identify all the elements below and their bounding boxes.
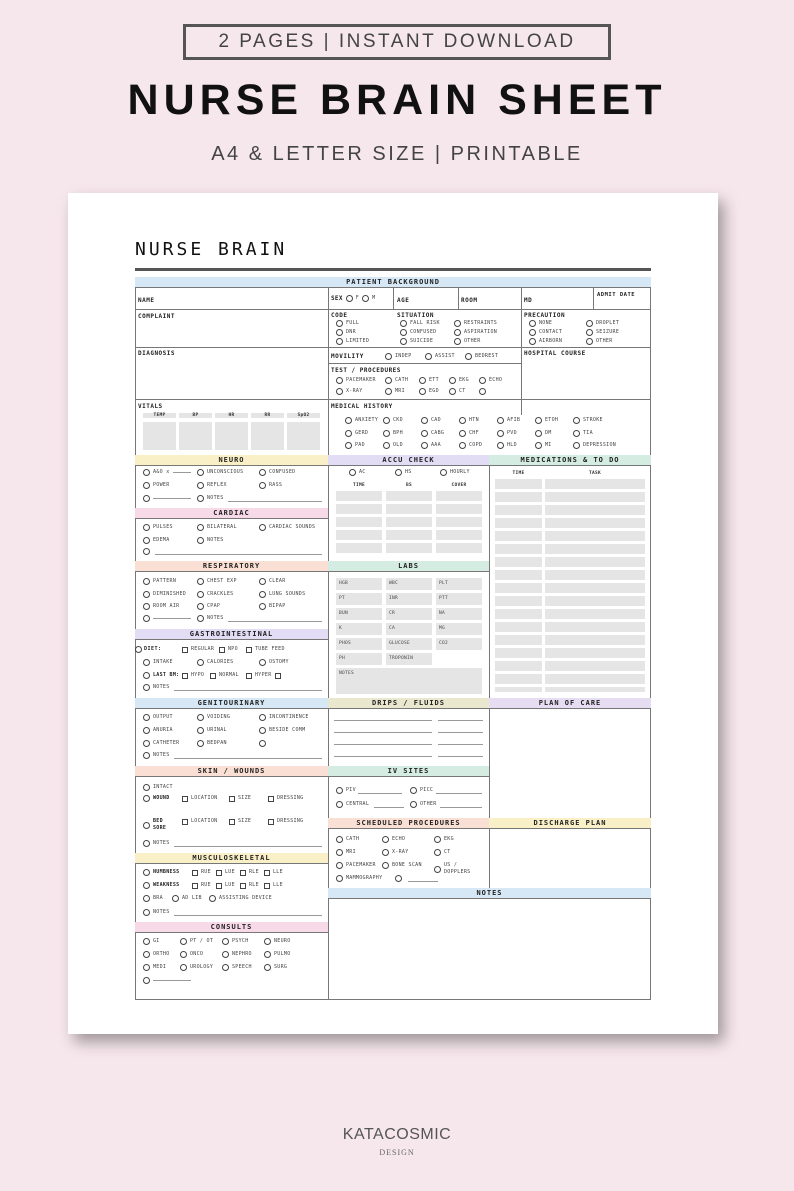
test-echo[interactable]: ECHO xyxy=(479,377,502,384)
gi-last-bm[interactable]: LAST BM: xyxy=(143,672,179,679)
sched-mammography[interactable]: MAMMOGRAPHY xyxy=(336,875,382,882)
sched-other[interactable] xyxy=(395,875,402,882)
labs-notes[interactable]: NOTES xyxy=(336,668,482,694)
msk-bra[interactable]: BRA xyxy=(143,895,163,902)
iv-central[interactable]: CENTRAL xyxy=(336,801,369,808)
medical-history-label: MEDICAL HISTORY xyxy=(331,403,393,410)
gu-incontinence[interactable]: INCONTINENCE xyxy=(259,714,309,721)
gu-voiding[interactable]: VOIDING xyxy=(197,714,230,721)
gu-beside-comm[interactable]: BESIDE COMM xyxy=(259,727,305,734)
gi-header: GASTROINTESTINAL xyxy=(135,629,328,640)
msk-assisting-device[interactable]: ASSISTING DEVICE xyxy=(209,895,272,902)
diagnosis-label: DIAGNOSIS xyxy=(138,350,176,357)
prec-droplet[interactable]: DROPLET xyxy=(586,320,619,327)
resp-cpap[interactable]: CPAP xyxy=(197,603,220,610)
room-label: ROOM xyxy=(461,297,478,304)
precaution-label: PRECAUTION xyxy=(524,312,566,319)
test-cath[interactable]: CATH xyxy=(385,377,408,384)
numb-lle[interactable]: LLE xyxy=(264,869,283,876)
mov-indep[interactable]: INDEP xyxy=(385,353,412,360)
cardiac-edema[interactable]: EDEMA xyxy=(143,537,170,544)
prec-seizure[interactable]: SEIZURE xyxy=(586,329,619,336)
hx-old[interactable]: OLD xyxy=(383,442,403,449)
bedsore-location[interactable]: LOCATION xyxy=(182,818,217,825)
sex-m-radio[interactable] xyxy=(362,295,369,302)
iv-sites-header: IV SITES xyxy=(328,766,489,777)
sched-mri[interactable]: MRI xyxy=(336,849,356,856)
mov-assist[interactable]: ASSIST xyxy=(425,353,455,360)
gi-hyper[interactable]: HYPER xyxy=(246,672,281,679)
hx-afib[interactable]: AFIB xyxy=(497,417,520,424)
gi-calories[interactable]: CALORIES xyxy=(197,659,233,666)
msk-weakness[interactable]: WEAKNESS xyxy=(143,882,179,889)
hx-hld[interactable]: HLD xyxy=(497,442,517,449)
cardiac-pulses[interactable]: PULSES xyxy=(143,524,173,531)
skin-intact[interactable]: INTACT xyxy=(143,784,173,791)
neuro-unconscious[interactable]: UNCONSCIOUS xyxy=(197,469,243,476)
gi-regular[interactable]: REGULAR xyxy=(182,646,214,653)
accu-check-header: ACCU CHECK xyxy=(328,455,489,466)
numb-lue[interactable]: LUE xyxy=(216,869,235,876)
prec-airborn[interactable]: AIRBORN xyxy=(529,338,562,345)
complaint-label: COMPLAINT xyxy=(138,313,176,320)
accu-ac[interactable]: AC xyxy=(349,469,366,476)
test-egd[interactable]: EGD xyxy=(419,388,439,395)
test-ct[interactable]: CT xyxy=(449,388,466,395)
sched-ct[interactable]: CT xyxy=(434,849,451,856)
sit-restraints[interactable]: RESTRAINTS xyxy=(454,320,497,327)
consult-urology[interactable]: UROLOGY xyxy=(180,964,213,971)
gi-normal[interactable]: NORMAL xyxy=(210,672,239,679)
wound-dressing[interactable]: DRESSING xyxy=(268,795,303,802)
wound-location[interactable]: LOCATION xyxy=(182,795,217,802)
consult-nephro[interactable]: NEPHRO xyxy=(222,951,252,958)
sched-us-dopplers[interactable]: US / DOPPLERS xyxy=(434,862,470,876)
hx-ckd[interactable]: CKD xyxy=(383,417,403,424)
medications-header: MEDICATIONS & TO DO xyxy=(489,455,651,466)
drips-header: DRIPS / FLUIDS xyxy=(328,698,489,709)
consult-pt-ot[interactable]: PT / OT xyxy=(180,938,213,945)
resp-notes[interactable]: NOTES xyxy=(197,615,224,622)
hx-stroke[interactable]: STROKE xyxy=(573,417,603,424)
hx-tia[interactable]: TIA xyxy=(573,430,593,437)
sched-ekg[interactable]: EKG xyxy=(434,836,454,843)
gu-output[interactable]: OUTPUT xyxy=(143,714,173,721)
vitals-grid[interactable] xyxy=(143,422,320,450)
consult-other[interactable] xyxy=(143,977,191,984)
msk-header: MUSCULOSKELETAL xyxy=(135,853,328,864)
resp-other[interactable] xyxy=(143,615,191,622)
test-mri[interactable]: MRI xyxy=(385,388,405,395)
test-ett[interactable]: ETT xyxy=(419,377,439,384)
test-ekg[interactable]: EKG xyxy=(449,377,469,384)
gi-intake[interactable]: INTAKE xyxy=(143,659,173,666)
hx-htn[interactable]: HTN xyxy=(459,417,479,424)
consult-gi[interactable]: GI xyxy=(143,938,160,945)
hx-copd[interactable]: COPD xyxy=(459,442,482,449)
hx-anxiety[interactable]: ANXIETY xyxy=(345,417,378,424)
numb-rue[interactable]: RUE xyxy=(192,869,211,876)
sheet-preview: NURSE BRAIN PATIENT BACKGROUND NAME SEX F M AGE ROOM MD ADMIT DATE COMPLAINT CODE FULL DNR LIMITED SITUATION FALL RISK RESTRAINTS CONFUSED ASPIRATION SUICIDE OTHER PRECAUTION NONE DROPLET CONTACT SEIZURE AIRBORN OTHER DIAGNOSIS MOVILITY INDEP ASSIST BEDREST HOSPITAL COURSE TEST / PROCEDURES PACEMAKER CATH ETT EKG ECHO X-RAY MRI EGD CT VITALS TEMP BP HR RR SpO2 MEDICAL HISTORY ANXIETY CKD CAD HTN AFIB ETOH STROKE GERD BPH CABG CHF PVD DM TIA PAD OLD AAA COPD HLD MI DEPRESSION NEURO A&O x UNCONSCIOUS CONFUSED POWER REFLEX RASS NOTES CARDIAC PULSES BILATERAL CARDIAC SOUNDS EDEMA NOTES RESPIRATORY PATTERN CHEST EXP CLEAR DIMINISHED CRACKLES LUNG SOUNDS ROOM AIR CPAP BIPAP NOTES GASTROINTESTINAL DIET: REGULAR NPO TUBE FEED INTAKE CALORIES OSTOMY LAST BM: HYPO NORMAL HYPER NOTES GENITOURINARY OUTPUT VOIDING INCONTINENCE ANURIA URINAL BESIDE COMM CATHETER BEDPAN NOTES SKIN / WOUNDS INTACT WOUND LOCATION SIZE DRESSING BED SORE LOCATION SIZE DRESSING NOTES MUSCULOSKELETAL NUMBNESS RUE LUE RLE LLE WEAKNESS RUE LUE RLE LLE BRA AD LIB ASSISTING DEVICE NOTES CONSULTS GI PT / OT PSYCH NEURO ORTHO ONCO NEPHRO PULMO MEDI UROLOGY SPEECH SURG ACCU CHECK AC HS HOURLY TIME BS COVER LABS HGB WBC PLT PT INR PTT BUN CR NA K CA MG PHOS GLUCOSE CO2 PH TROPONIN NOTES DRIPS / FLUIDS IV SITES PIV PICC CENTRAL OTHER SCHEDULED PROCEDURES CATH ECHO EKG MRI X-RAY CT PACEMAKER BONE SCAN US / DOPPLERS MAMMOGRAPHY NOTES MEDICATIONS & TO DO TIME TASK PLAN OF CARE DISCHARGE PLAN xyxy=(68,193,718,1034)
bedsore-dressing[interactable]: DRESSING xyxy=(268,818,303,825)
consult-speech[interactable]: SPEECH xyxy=(222,964,252,971)
gu-anuria[interactable]: ANURIA xyxy=(143,727,173,734)
neuro-confused[interactable]: CONFUSED xyxy=(259,469,295,476)
hx-mi[interactable]: MI xyxy=(535,442,552,449)
gi-notes[interactable]: NOTES xyxy=(143,684,170,691)
msk-notes[interactable]: NOTES xyxy=(143,909,170,916)
hospital-course-label: HOSPITAL COURSE xyxy=(524,350,586,357)
neuro-power[interactable]: POWER xyxy=(143,482,170,489)
hx-bph[interactable]: BPH xyxy=(383,430,403,437)
consult-ortho[interactable]: ORTHO xyxy=(143,951,170,958)
gu-other[interactable] xyxy=(259,740,266,747)
hx-cabg[interactable]: CABG xyxy=(421,430,444,437)
skin-wound[interactable]: WOUND xyxy=(143,795,170,802)
gu-bedpan[interactable]: BEDPAN xyxy=(197,740,227,747)
weak-lle[interactable]: LLE xyxy=(264,882,283,889)
neuro-header: NEURO xyxy=(135,455,328,466)
prec-other[interactable]: OTHER xyxy=(586,338,613,345)
consult-pulmo[interactable]: PULMO xyxy=(264,951,291,958)
consults-header: CONSULTS xyxy=(135,922,328,933)
medications-grid[interactable] xyxy=(495,479,645,692)
weak-lue[interactable]: LUE xyxy=(216,882,235,889)
test-procedures-label: TEST / PROCEDURES xyxy=(331,367,401,374)
scheduled-procedures-header: SCHEDULED PROCEDURES xyxy=(328,818,489,829)
sched-xray[interactable]: X-RAY xyxy=(382,849,409,856)
resp-chest-exp[interactable]: CHEST EXP xyxy=(197,578,237,585)
code-dnr[interactable]: DNR xyxy=(336,329,356,336)
product-subtitle: A4 & LETTER SIZE | PRINTABLE xyxy=(211,143,583,165)
test-other[interactable] xyxy=(479,388,486,395)
neuro-ao[interactable]: A&O x xyxy=(143,469,191,476)
accu-hourly[interactable]: HOURLY xyxy=(440,469,470,476)
test-pacemaker[interactable]: PACEMAKER xyxy=(336,377,376,384)
cardiac-bilateral[interactable]: BILATERAL xyxy=(197,524,237,531)
pages-badge: 2 PAGES | INSTANT DOWNLOAD xyxy=(183,24,611,60)
name-label: NAME xyxy=(138,297,155,304)
consult-neuro[interactable]: NEURO xyxy=(264,938,291,945)
hx-dm[interactable]: DM xyxy=(535,430,552,437)
labs-header: LABS xyxy=(328,561,489,572)
gu-urinal[interactable]: URINAL xyxy=(197,727,227,734)
cardiac-other[interactable] xyxy=(143,548,150,555)
wound-size[interactable]: SIZE xyxy=(229,795,251,802)
cardiac-sounds[interactable]: CARDIAC SOUNDS xyxy=(259,524,315,531)
neuro-notes[interactable]: NOTES xyxy=(197,495,224,502)
code-label: CODE xyxy=(331,312,348,319)
resp-diminished[interactable]: DIMINISHED xyxy=(143,591,186,598)
resp-crackles[interactable]: CRACKLES xyxy=(197,591,233,598)
weak-rue[interactable]: RUE xyxy=(192,882,211,889)
hx-etoh[interactable]: ETOH xyxy=(535,417,558,424)
gi-npo[interactable]: NPO xyxy=(219,646,238,653)
sched-pacemaker[interactable]: PACEMAKER xyxy=(336,862,376,869)
cardiac-header: CARDIAC xyxy=(135,508,328,519)
bedsore-size[interactable]: SIZE xyxy=(229,818,251,825)
consult-onco[interactable]: ONCO xyxy=(180,951,203,958)
discharge-plan-header: DISCHARGE PLAN xyxy=(489,818,651,829)
movility-label: MOVILITY xyxy=(331,353,364,360)
skin-bed-sore[interactable]: BED SORE xyxy=(143,818,169,832)
sit-other[interactable]: OTHER xyxy=(454,338,481,345)
plan-of-care-header: PLAN OF CARE xyxy=(489,698,651,709)
title-rule xyxy=(135,268,651,271)
brand-logo-sub: DESIGN xyxy=(379,1148,415,1157)
hx-gerd[interactable]: GERD xyxy=(345,430,368,437)
sched-echo[interactable]: ECHO xyxy=(382,836,405,843)
md-label: MD xyxy=(524,297,533,304)
prec-none[interactable]: NONE xyxy=(529,320,552,327)
consult-surg[interactable]: SURG xyxy=(264,964,287,971)
sex-field: SEX F M xyxy=(331,295,376,302)
consult-medi[interactable]: MEDI xyxy=(143,964,166,971)
weak-rle[interactable]: RLE xyxy=(240,882,259,889)
hx-chf[interactable]: CHF xyxy=(459,430,479,437)
prec-contact[interactable]: CONTACT xyxy=(529,329,562,336)
sit-fall-risk[interactable]: FALL RISK xyxy=(400,320,440,327)
product-title: NURSE BRAIN SHEET xyxy=(127,76,667,124)
sit-confused[interactable]: CONFUSED xyxy=(400,329,436,336)
patient-background-header: PATIENT BACKGROUND xyxy=(135,277,651,288)
iv-picc[interactable]: PICC xyxy=(410,787,433,794)
iv-piv[interactable]: PIV xyxy=(336,787,356,794)
sched-bone-scan[interactable]: BONE SCAN xyxy=(382,862,422,869)
notes-header: NOTES xyxy=(328,888,651,899)
skin-header: SKIN / WOUNDS xyxy=(135,766,328,777)
gu-notes[interactable]: NOTES xyxy=(143,752,170,759)
gi-hypo[interactable]: HYPO xyxy=(182,672,204,679)
accu-check-grid[interactable] xyxy=(336,491,482,553)
sit-suicide[interactable]: SUICIDE xyxy=(400,338,433,345)
sex-f-radio[interactable] xyxy=(346,295,353,302)
consult-psych[interactable]: PSYCH xyxy=(222,938,249,945)
resp-bipap[interactable]: BIPAP xyxy=(259,603,286,610)
code-limited[interactable]: LIMITED xyxy=(336,338,369,345)
accu-hs[interactable]: HS xyxy=(395,469,412,476)
skin-notes[interactable]: NOTES xyxy=(143,840,170,847)
code-full[interactable]: FULL xyxy=(336,320,359,327)
iv-other[interactable]: OTHER xyxy=(410,801,437,808)
hx-pad[interactable]: PAD xyxy=(345,442,365,449)
resp-lung-sounds[interactable]: LUNG SOUNDS xyxy=(259,591,305,598)
neuro-rass[interactable]: RASS xyxy=(259,482,282,489)
age-label: AGE xyxy=(397,297,410,304)
resp-room-air[interactable]: ROOM AIR xyxy=(143,603,179,610)
sit-aspiration[interactable]: ASPIRATION xyxy=(454,329,497,336)
msk-numbness[interactable]: NUMBNESS xyxy=(143,869,179,876)
gi-ostomy[interactable]: OSTOMY xyxy=(259,659,289,666)
sched-cath[interactable]: CATH xyxy=(336,836,359,843)
admit-date-label: ADMIT DATE xyxy=(597,292,636,298)
hx-cad[interactable]: CAD xyxy=(421,417,441,424)
vitals-label: VITALS xyxy=(138,403,163,410)
sheet-title: NURSE BRAIN xyxy=(135,239,288,260)
situation-label: SITUATION xyxy=(397,312,435,319)
brand-logo: KATACOSMIC xyxy=(342,1126,452,1143)
neuro-reflex[interactable]: REFLEX xyxy=(197,482,227,489)
msk-ad-lib[interactable]: AD LIB xyxy=(172,895,202,902)
hx-pvd[interactable]: PVD xyxy=(497,430,517,437)
hx-depression[interactable]: DEPRESSION xyxy=(573,442,616,449)
respiratory-header: RESPIRATORY xyxy=(135,561,328,572)
numb-rle[interactable]: RLE xyxy=(240,869,259,876)
cardiac-notes[interactable]: NOTES xyxy=(197,537,224,544)
gu-catheter[interactable]: CATHETER xyxy=(143,740,179,747)
neuro-other[interactable] xyxy=(143,495,191,502)
resp-clear[interactable]: CLEAR xyxy=(259,578,286,585)
gi-tube-feed[interactable]: TUBE FEED xyxy=(246,646,285,653)
gu-header: GENITOURINARY xyxy=(135,698,328,709)
hx-aaa[interactable]: AAA xyxy=(421,442,441,449)
mov-bedrest[interactable]: BEDREST xyxy=(465,353,498,360)
test-xray[interactable]: X-RAY xyxy=(336,388,363,395)
resp-pattern[interactable]: PATTERN xyxy=(143,578,176,585)
